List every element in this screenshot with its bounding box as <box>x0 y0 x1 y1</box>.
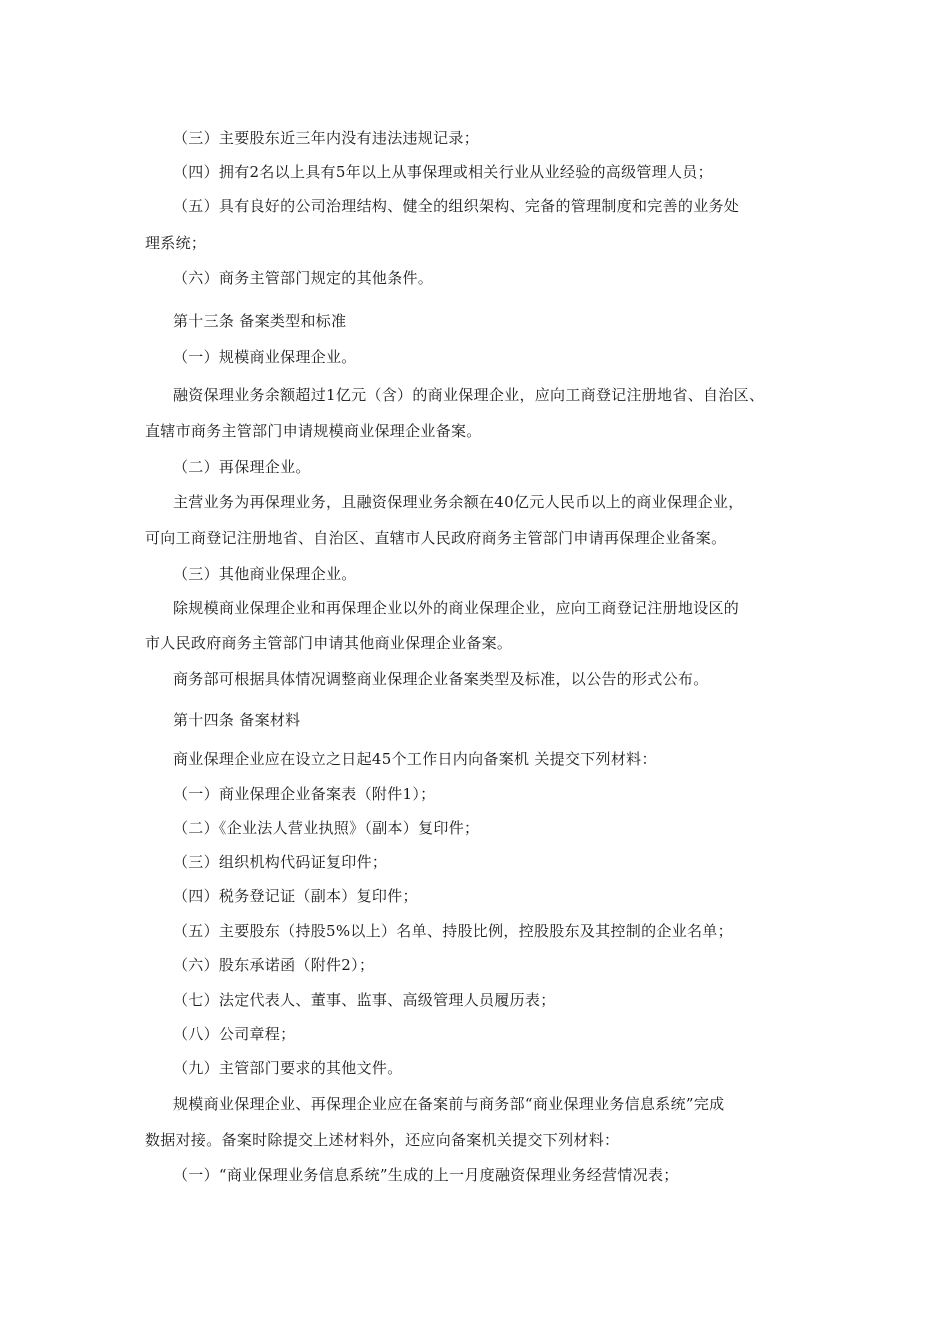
text-line: 理系统； <box>145 234 207 252</box>
text-line: （五）主要股东（持股5%以上）名单、持股比例，控股股东及其控制的企业名单； <box>173 922 733 940</box>
text-line: （二）《企业法人营业执照》（副本）复印件； <box>173 819 480 837</box>
text-line: （三）主要股东近三年内没有违法违规记录； <box>173 129 480 147</box>
text-line: （四）税务登记证（副本）复印件； <box>173 887 418 905</box>
article-heading: 第十四条 备案材料 <box>173 711 301 729</box>
text-line: （六）商务主管部门规定的其他条件。 <box>173 269 434 287</box>
text-line: 商务部可根据具体情况调整商业保理企业备案类型及标准，以公告的形式公布。 <box>173 670 709 688</box>
text-line: 除规模商业保理企业和再保理企业以外的商业保理企业，应向工商登记注册地设区的 <box>173 599 740 617</box>
text-line: 商业保理企业应在设立之日起45个工作日内向备案机 关提交下列材料： <box>173 750 657 768</box>
article-heading: 第十三条 备案类型和标准 <box>173 312 347 330</box>
text-line: （一）“商业保理业务信息系统”生成的上一月度融资保理业务经营情况表； <box>173 1166 679 1184</box>
text-line: 直辖市商务主管部门申请规模商业保理企业备案。 <box>145 422 482 440</box>
text-line: （四）拥有2名以上具有5年以上从事保理或相关行业从业经验的高级管理人员； <box>173 163 713 181</box>
text-line: 主营业务为再保理业务，且融资保理业务余额在40亿元人民币以上的商业保理企业， <box>173 493 744 511</box>
text-line: 规模商业保理企业、再保理企业应在备案前与商务部“商业保理业务信息系统”完成 <box>173 1095 725 1113</box>
text-line: （一）商业保理企业备案表（附件1）； <box>173 785 436 803</box>
text-line: （八）公司章程； <box>173 1025 296 1043</box>
text-line: （三）组织机构代码证复印件； <box>173 853 388 871</box>
text-line: （七）法定代表人、董事、监事、高级管理人员履历表； <box>173 991 556 1009</box>
text-line: （五）具有良好的公司治理结构、健全的组织架构、完备的管理制度和完善的业务处 <box>173 197 740 215</box>
text-line: （九）主管部门要求的其他文件。 <box>173 1059 403 1077</box>
text-line: （三）其他商业保理企业。 <box>173 565 357 583</box>
text-line: 融资保理业务余额超过1亿元（含）的商业保理企业，应向工商登记注册地省、自治区、 <box>173 386 765 404</box>
text-line: （二）再保理企业。 <box>173 458 311 476</box>
text-line: 可向工商登记注册地省、自治区、直辖市人民政府商务主管部门申请再保理企业备案。 <box>145 529 727 547</box>
text-line: （一）规模商业保理企业。 <box>173 348 357 366</box>
text-line: （六）股东承诺函（附件2）； <box>173 956 375 974</box>
text-line: 市人民政府商务主管部门申请其他商业保理企业备案。 <box>145 634 513 652</box>
text-line: 数据对接。备案时除提交上述材料外，还应向备案机关提交下列材料： <box>145 1131 620 1149</box>
